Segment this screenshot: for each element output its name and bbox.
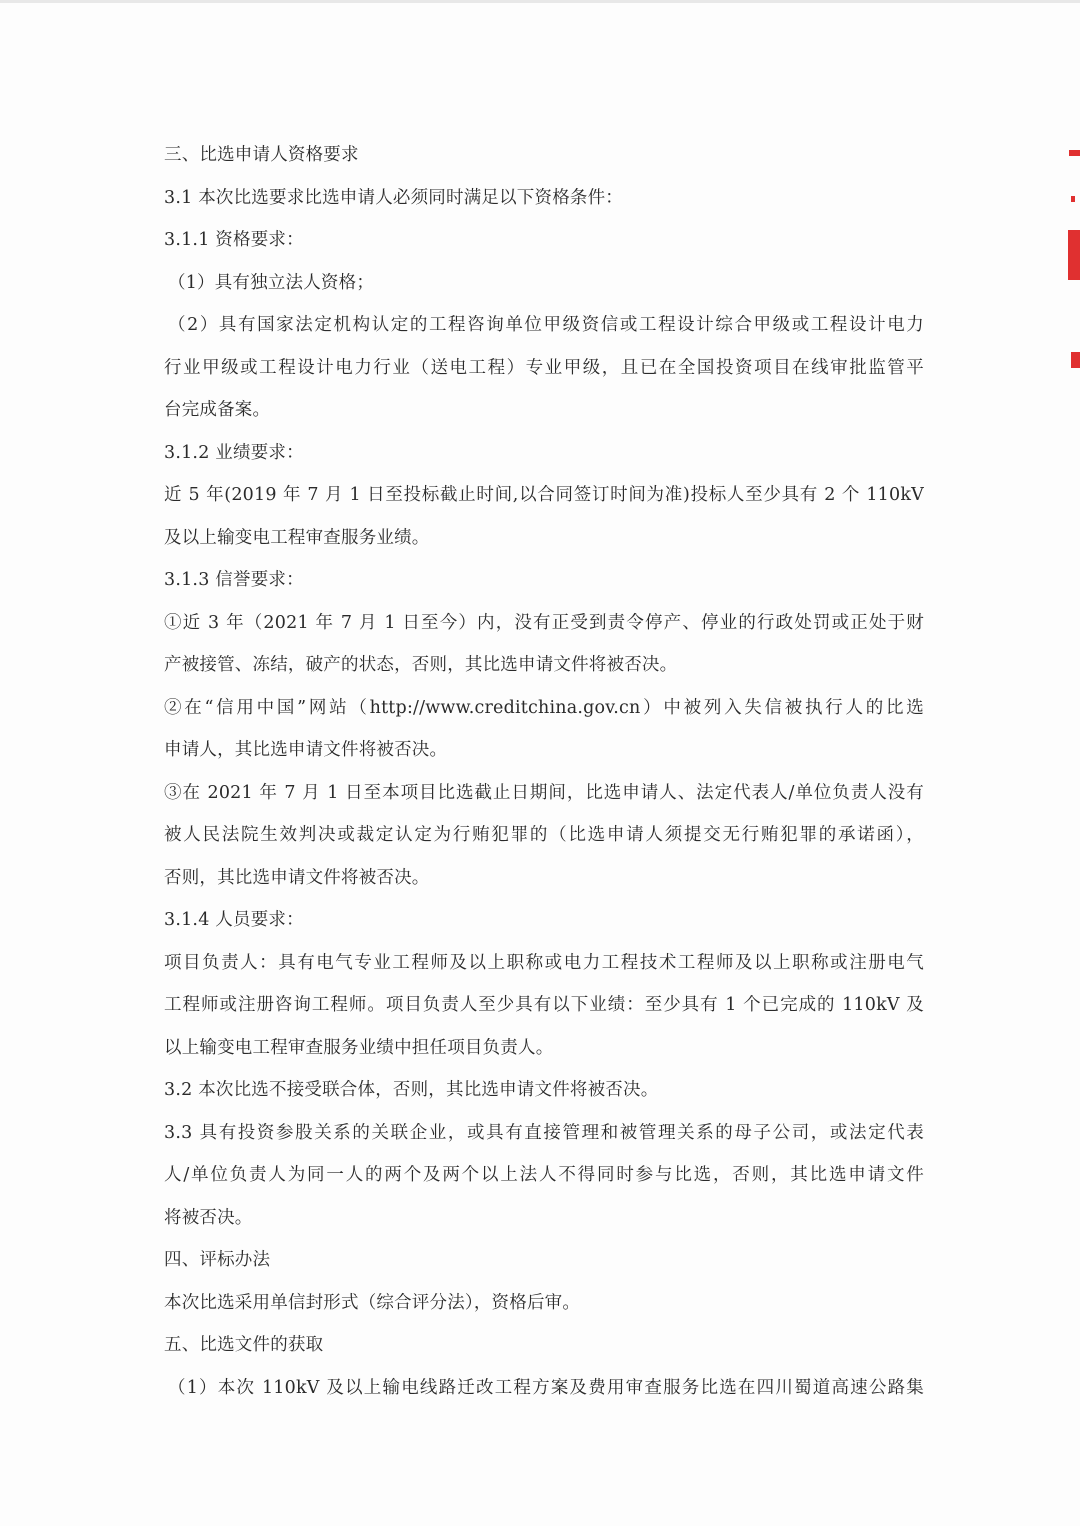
paragraph-line: 以上输变电工程审查服务业绩中担任项目负责人。 [164, 1037, 554, 1058]
seal-fragment-4 [1071, 352, 1080, 368]
document-body [164, 134, 924, 1409]
paragraph-line: 3.1 本次比选要求比选申请人必须同时满足以下资格条件： [164, 187, 623, 208]
paragraph-line: （1）本次 110kV 及以上输电线路迁改工程方案及费用审查服务比选在四川蜀道高速公路集 [168, 1377, 924, 1398]
paragraph-line: 3.3 具有投资参股关系的关联企业，或具有直接管理和被管理关系的母子公司，或法定代表 [164, 1122, 924, 1143]
subheading-credit: 3.1.3 信誉要求： [164, 570, 304, 590]
heading-document-acquisition: 五、比选文件的获取 [164, 1335, 324, 1355]
paragraph-line: （1）具有独立法人资格； [168, 272, 375, 293]
paragraph-line: 项目负责人：具有电气专业工程师及以上职称或电力工程技术工程师及以上职称或注册电气 [164, 952, 924, 973]
paragraph-line: 人/单位负责人为同一人的两个及两个以上法人不得同时参与比选，否则，其比选申请文件 [164, 1165, 924, 1185]
paragraph-line: （2）具有国家法定机构认定的工程咨询单位甲级资信或工程设计综合甲级或工程设计电力 [168, 315, 924, 335]
paragraph-line: 申请人，其比选申请文件将被否决。 [164, 740, 448, 760]
seal-fragment-3 [1068, 230, 1080, 280]
subheading-qualification: 3.1.1 资格要求： [164, 230, 304, 250]
paragraph-line: 被人民法院生效判决或裁定认定为行贿犯罪的（比选申请人须提交无行贿犯罪的承诺函）， [164, 825, 924, 845]
paragraph-line: 产被接管、冻结，破产的状态，否则，其比选申请文件将被否决。 [164, 655, 678, 675]
paragraph-line: 工程师或注册咨询工程师。项目负责人至少具有以下业绩：至少具有 1 个已完成的 110kV 及 [164, 995, 924, 1015]
paragraph-line: 行业甲级或工程设计电力行业（送电工程）专业甲级，且已在全国投资项目在线审批监管平 [164, 357, 924, 378]
subheading-personnel: 3.1.4 人员要求： [164, 910, 304, 930]
paragraph-line: ③在 2021 年 7 月 1 日至本项目比选截止日期间，比选申请人、法定代表人/单位负责人没有 [164, 782, 924, 803]
seal-fragment-2 [1071, 196, 1075, 202]
heading-qualification: 三、比选申请人资格要求 [164, 145, 359, 165]
heading-evaluation: 四、评标办法 [164, 1250, 271, 1270]
paragraph-line: 否则，其比选申请文件将被否决。 [164, 867, 430, 888]
paragraph-line: 台完成备案。 [164, 400, 271, 420]
paragraph-line: 将被否决。 [164, 1207, 253, 1228]
paragraph-line: ②在“信用中国”网站（http://www.creditchina.gov.cn）中被列入失信被执行人的比选 [164, 697, 924, 718]
paragraph-line: ①近 3 年（2021 年 7 月 1 日至今）内，没有正受到责令停产、停业的行政处罚或正处于财 [164, 612, 924, 633]
paragraph-line: 近 5 年(2019 年 7 月 1 日至投标截止时间,以合同签订时间为准)投标人至少具有 2 个 110kV [164, 485, 924, 505]
paragraph-line: 本次比选采用单信封形式（综合评分法），资格后审。 [164, 1292, 581, 1313]
paragraph-line: 及以上输变电工程审查服务业绩。 [164, 527, 430, 548]
subheading-performance: 3.1.2 业绩要求： [164, 442, 304, 463]
seal-fragment-1 [1069, 150, 1080, 156]
scan-top-edge [0, 0, 1080, 3]
paragraph-line: 3.2 本次比选不接受联合体，否则，其比选申请文件将被否决。 [164, 1080, 659, 1100]
